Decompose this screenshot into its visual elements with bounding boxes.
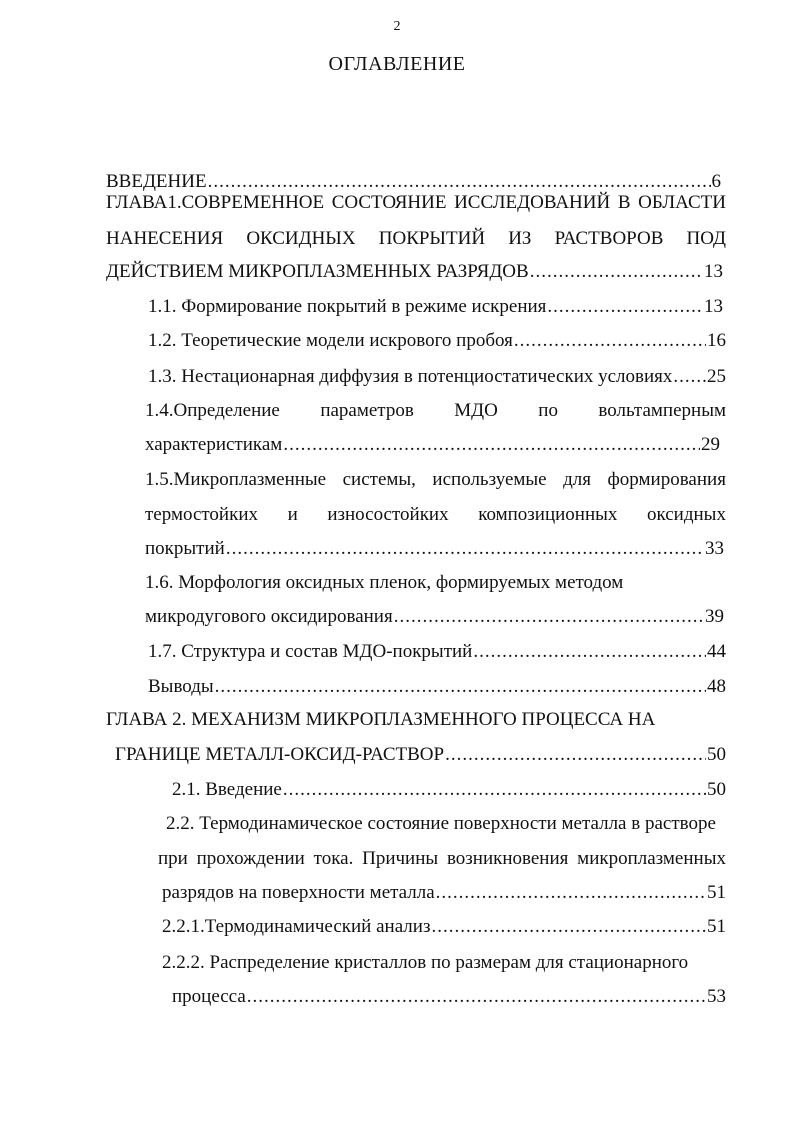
toc-entry-1-5-line3[interactable] <box>145 536 724 562</box>
toc-leader-dots <box>436 880 706 906</box>
toc-word: РАСТВОРОВ <box>554 228 664 249</box>
toc-entry-text: 1.1. Формирование покрытий в режиме искрения <box>148 296 547 317</box>
toc-entry-2-2-line3[interactable] <box>162 880 726 906</box>
toc-page-number: 44 <box>707 641 726 662</box>
toc-word: параметров <box>320 400 414 421</box>
toc-entry-text: 1.7. Структура и состав МДО-покрытий <box>148 641 473 662</box>
toc-leader-dots <box>473 639 706 665</box>
toc-entry-text: микродугового оксидирования <box>145 606 393 627</box>
toc-page-number: 13 <box>704 261 723 282</box>
page-title: ОГЛАВЛЕНИЕ <box>328 53 466 75</box>
toc-entry-1-6-line2[interactable] <box>145 604 724 630</box>
toc-entry-text: характеристикам <box>145 434 283 455</box>
toc-entry-2-2-line1[interactable] <box>166 811 716 837</box>
toc-word: ПОД <box>686 228 726 249</box>
toc-entry-1-7[interactable] <box>148 639 726 665</box>
toc-entry-text: 2.2.2. Распределение кристаллов по размерам для стационарного <box>162 952 689 973</box>
toc-word: ОКСИДНЫХ <box>246 228 356 249</box>
toc-word: используемые <box>432 469 547 490</box>
toc-entry-text: 2.1. Введение <box>172 779 282 800</box>
toc-chapter2-line2[interactable] <box>115 742 726 768</box>
toc-entry-1-4-line1[interactable] <box>145 398 726 424</box>
toc-page-number: 33 <box>705 538 724 559</box>
toc-entry-text: ГРАНИЦЕ МЕТАЛЛ-ОКСИД-РАСТВОР <box>115 744 445 765</box>
toc-entry-text: процесса <box>172 986 246 1007</box>
toc-entry-1-2[interactable] <box>148 328 726 354</box>
toc-page-number: 13 <box>704 296 723 317</box>
toc-entry-text: ВВЕДЕНИЕ <box>106 171 207 192</box>
toc-word: ОБЛАСТИ <box>638 192 726 213</box>
toc-page-number: 48 <box>707 676 726 697</box>
toc-word: прохождении <box>196 848 305 869</box>
toc-entry-text: 1.2. Теоретические модели искрового пробоя <box>148 330 513 351</box>
toc-word: оксидных <box>646 504 726 525</box>
toc-entry-2-2-2-line1[interactable] <box>162 950 688 976</box>
toc-word: ИЗ <box>508 228 532 249</box>
toc-word: СОСТОЯНИЕ <box>331 192 447 213</box>
toc-word: и <box>287 504 298 525</box>
toc-leader-dots <box>514 328 706 354</box>
toc-entry-text: 1.3. Нестационарная диффузия в потенциостатических условиях <box>148 366 673 387</box>
toc-leader-dots <box>215 674 706 700</box>
toc-word: возникновения <box>446 848 569 869</box>
toc-page-number: 51 <box>707 916 726 937</box>
toc-leader-dots <box>673 364 706 390</box>
toc-chapter1-line1[interactable] <box>106 190 726 216</box>
toc-leader-dots <box>283 777 706 803</box>
toc-entry-text: покрытий <box>145 538 225 559</box>
toc-page-number: 16 <box>707 330 726 351</box>
toc-word: термостойких <box>145 504 258 525</box>
toc-chapter2-line1[interactable] <box>106 707 655 733</box>
toc-entry-1-4-line2[interactable] <box>145 432 720 458</box>
toc-word: при <box>158 848 188 869</box>
toc-leader-dots <box>394 604 704 630</box>
toc-page-number: 25 <box>707 366 726 387</box>
toc-leader-dots <box>226 536 704 562</box>
toc-entry-1-6-line1[interactable] <box>145 570 623 596</box>
toc-entry-text: 2.2.1.Термодинамический анализ <box>162 916 431 937</box>
toc-word: для <box>563 469 591 490</box>
toc-chapter1-line3[interactable] <box>106 259 723 285</box>
toc-page-number: 50 <box>707 744 726 765</box>
toc-entry-2-2-2-line2[interactable] <box>172 984 726 1010</box>
toc-page-number: 51 <box>707 882 726 903</box>
toc-word: по <box>538 400 558 421</box>
toc-entry-1-3[interactable] <box>148 364 726 390</box>
page-number: 2 <box>393 19 401 34</box>
toc-word: микроплазменных <box>577 848 726 869</box>
toc-leader-dots <box>283 432 700 458</box>
toc-word: ПОКРЫТИЙ <box>378 228 486 249</box>
toc-entry-conclusions[interactable] <box>148 674 726 700</box>
toc-word: В <box>617 192 631 213</box>
toc-word: НАНЕСЕНИЯ <box>106 228 224 249</box>
toc-entry-2-1[interactable] <box>172 777 726 803</box>
toc-leader-dots <box>547 294 703 320</box>
toc-word: МДО <box>454 400 498 421</box>
toc-entry-1-5-line2[interactable] <box>145 502 726 528</box>
toc-leader-dots <box>431 914 706 940</box>
toc-page-number: 50 <box>707 779 726 800</box>
toc-word: формирования <box>607 469 726 490</box>
toc-leader-dots <box>247 984 706 1010</box>
toc-page-number: 39 <box>705 606 724 627</box>
toc-entry-text: ДЕЙСТВИЕМ МИКРОПЛАЗМЕННЫХ РАЗРЯДОВ <box>106 261 529 282</box>
toc-entry-text: Выводы <box>148 676 214 697</box>
toc-word: тока. <box>313 848 354 869</box>
toc-word: ИССЛЕДОВАНИЙ <box>454 192 611 213</box>
toc-entry-1-5-line1[interactable] <box>145 467 726 493</box>
toc-word: системы, <box>342 469 416 490</box>
toc-word: 1.4.Определение <box>145 400 280 421</box>
toc-entry-text: разрядов на поверхности металла <box>162 882 435 903</box>
toc-word: Причины <box>362 848 439 869</box>
toc-entry-1-1[interactable] <box>148 294 723 320</box>
toc-entry-text: 1.6. Морфология оксидных пленок, формируемых методом <box>145 572 624 593</box>
toc-leader-dots <box>530 259 703 285</box>
toc-word: вольтамперным <box>598 400 726 421</box>
toc-leader-dots <box>445 742 706 768</box>
toc-word: ГЛАВА1.СОВРЕМЕННОЕ <box>106 192 325 213</box>
toc-word: композиционных <box>478 504 618 525</box>
toc-entry-text: 2.2. Термодинамическое состояние поверхности металла в растворе <box>166 813 716 834</box>
toc-word: износостойких <box>327 504 449 525</box>
toc-word: 1.5.Микроплазменные <box>145 469 327 490</box>
toc-entry-2-2-line2[interactable] <box>158 846 726 872</box>
toc-page-number: 6 <box>711 171 721 192</box>
toc-page-number: 53 <box>707 986 726 1007</box>
toc-entry-2-2-1[interactable] <box>162 914 726 940</box>
toc-page-number: 29 <box>701 434 720 455</box>
toc-entry-text: ГЛАВА 2. МЕХАНИЗМ МИКРОПЛАЗМЕННОГО ПРОЦЕССА НА <box>106 709 656 730</box>
toc-chapter1-line2[interactable] <box>106 226 726 252</box>
